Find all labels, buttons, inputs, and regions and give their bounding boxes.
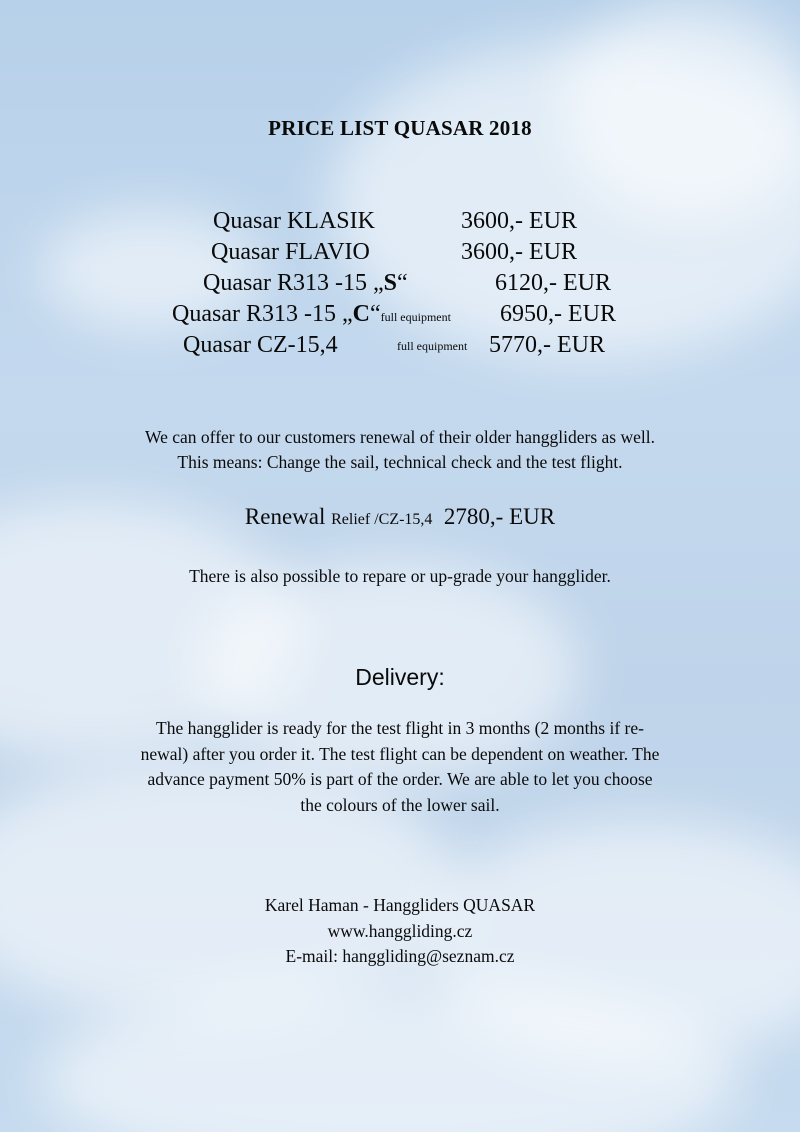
name-suffix: “ xyxy=(396,270,408,296)
renewal-label: Renewal xyxy=(244,504,326,529)
delivery-line: The hangglider is ready for the test flight in 3 months (2 months if re- xyxy=(156,718,644,738)
renewal-model: Relief /CZ-15,4 xyxy=(331,511,433,528)
name-prefix: Quasar R313 -15 „ xyxy=(203,270,384,296)
equipment-note: full equipment xyxy=(380,310,451,324)
delivery-line: the colours of the lower sail. xyxy=(300,794,500,815)
price-value: 5770,- EUR xyxy=(489,332,605,358)
renewal-info xyxy=(0,425,800,475)
price-value: 3600,- EUR xyxy=(461,208,577,234)
equipment-note: full equipment xyxy=(397,339,468,353)
contact-block xyxy=(0,893,800,970)
price-value: 3600,- EUR xyxy=(461,239,577,265)
name-suffix: “ xyxy=(369,301,381,327)
price-value: 6950,- EUR xyxy=(500,301,616,327)
name-prefix: Quasar R313 -15 „ xyxy=(172,301,353,327)
renewal-info-line: We can offer to our customers renewal of their older hanggliders as well. xyxy=(145,427,655,447)
repair-text: There is also possible to repare or up-grade your hangglider. xyxy=(189,566,611,586)
price-value: 6120,- EUR xyxy=(495,270,611,296)
delivery-line: newal) after you order it. The test flight can be dependent on weather. The xyxy=(140,743,660,764)
price-name: Quasar KLASIK xyxy=(213,208,375,234)
price-name: Quasar CZ-15,4 xyxy=(183,332,338,358)
price-name xyxy=(203,268,408,298)
size-letter: C xyxy=(352,301,370,327)
renewal-info-line: This means: Change the sail, technical check and the test flight. xyxy=(177,452,623,472)
delivery-heading: Delivery: xyxy=(355,664,445,690)
price-name: Quasar FLAVIO xyxy=(211,239,370,265)
contact-name: Karel Haman - Hanggliders QUASAR xyxy=(264,895,536,915)
price-name xyxy=(172,299,451,332)
page-title: PRICE LIST QUASAR 2018 xyxy=(268,116,532,140)
renewal-price xyxy=(0,504,800,530)
delivery-text xyxy=(0,716,800,818)
delivery-line: advance payment 50% is part of the order. We are able to let you choose xyxy=(147,769,653,789)
email-link[interactable]: E-mail: hanggliding@seznam.cz xyxy=(285,946,515,966)
website-link[interactable]: www.hanggliding.cz xyxy=(327,920,473,941)
renewal-value: 2780,- EUR xyxy=(443,504,556,529)
size-letter: S xyxy=(383,270,397,296)
